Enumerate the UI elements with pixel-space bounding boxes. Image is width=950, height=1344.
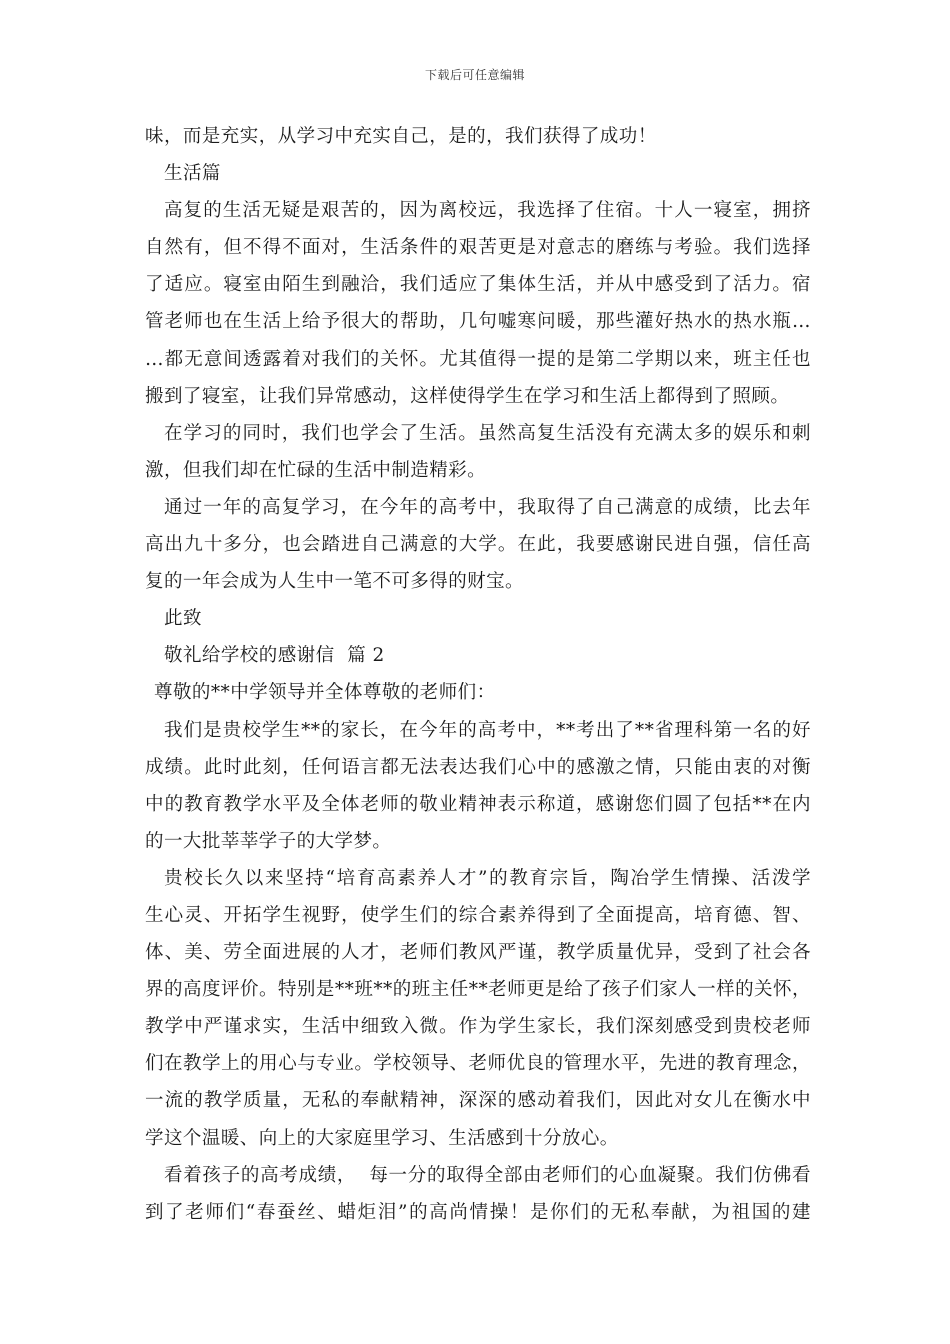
text-line: 我们是贵校学生**的家长，在今年的高考中，**考出了**省理科第一名的好 [164,719,811,741]
text-line: 在学习的同时，我们也学会了生活。虽然高复生活没有充满太多的娱乐和刺 [164,422,811,444]
text-line: …都无意间透露着对我们的关怀。尤其值得一提的是第二学期以来，班主任也 [145,348,811,370]
text-line: 管老师也在生活上给予很大的帮助，几句嘘寒问暖，那些灌好热水的热水瓶… [145,311,811,333]
text-line: 自然有，但不得不面对，生活条件的艰苦更是对意志的磨练与考验。我们选择 [145,237,811,259]
text-line: 了适应。寝室由陌生到融洽，我们适应了集体生活，并从中感受到了活力。宿 [145,274,811,296]
text-line: 看着孩子的高考成绩， 每一分的取得全部由老师们的心血凝聚。我们仿佛看 [164,1164,811,1186]
header-note: 下载后可任意编辑 [424,68,525,82]
text-line: 的一大批莘莘学子的大学梦。 [145,830,392,852]
text-line: 到了老师们“春蚕丝、蜡炬泪”的高尚情操！是你们的无私奉献，为祖国的建 [145,1201,811,1223]
text-line: 贵校长久以来坚持“培育高素养人才”的教育宗旨，陶冶学生情操、活泼学 [164,867,811,889]
text-line: 们在教学上的用心与专业。学校领导、老师优良的管理水平，先进的教育理念， [145,1053,811,1075]
text-line: 搬到了寝室，让我们异常感动，这样使得学生在学习和生活上都得到了照顾。 [145,385,790,407]
section-heading: 生活篇 [164,163,221,185]
text-line: 中的教育教学水平及全体老师的敬业精神表示称道，感谢您们圆了包括**在内 [145,793,811,815]
text-line: 通过一年的高复学习，在今年的高考中，我取得了自己满意的成绩，比去年 [164,496,811,518]
text-line: 体、美、劳全面进展的人才，老师们教风严谨，教学质量优异，受到了社会各 [145,942,811,964]
text-line: 高出九十多分，也会踏进自己满意的大学。在此，我要感谢民进自强，信任高 [145,534,811,556]
text-line: 教学中严谨求实，生活中细致入微。作为学生家长，我们深刻感受到贵校老师 [145,1016,811,1038]
text-line: 生心灵、开拓学生视野，使学生们的综合素养得到了全面提高，培育德、智、 [145,904,811,926]
text-line: 一流的教学质量，无私的奉献精神，深深的感动着我们，因此对女儿在衡水中 [145,1090,811,1112]
text-line: 味，而是充实，从学习中充实自己，是的，我们获得了成功！ [145,126,657,147]
section-heading: 敬礼给学校的感谢信 篇 2 [164,645,385,667]
text-line: 复的一年会成为人生中一笔不可多得的财宝。 [145,571,525,593]
text-line: 成绩。此时此刻，任何语言都无法表达我们心中的感激之情，只能由衷的对衡 [145,756,811,778]
text-line: 学这个温暖、向上的大家庭里学习、生活感到十分放心。 [145,1127,619,1149]
text-line: 高复的生活无疑是艰苦的，因为离校远，我选择了住宿。十人一寝室，拥挤 [164,200,811,222]
letter-greeting: 尊敬的**中学领导并全体尊敬的老师们： [154,682,496,704]
text-line: 激，但我们却在忙碌的生活中制造精彩。 [145,459,487,481]
text-line: 界的高度评价。特别是**班**的班主任**老师更是给了孩子们家人一样的关怀， [145,979,811,1001]
closing-salutation: 此致 [164,608,202,630]
letter-body [145,118,811,1231]
